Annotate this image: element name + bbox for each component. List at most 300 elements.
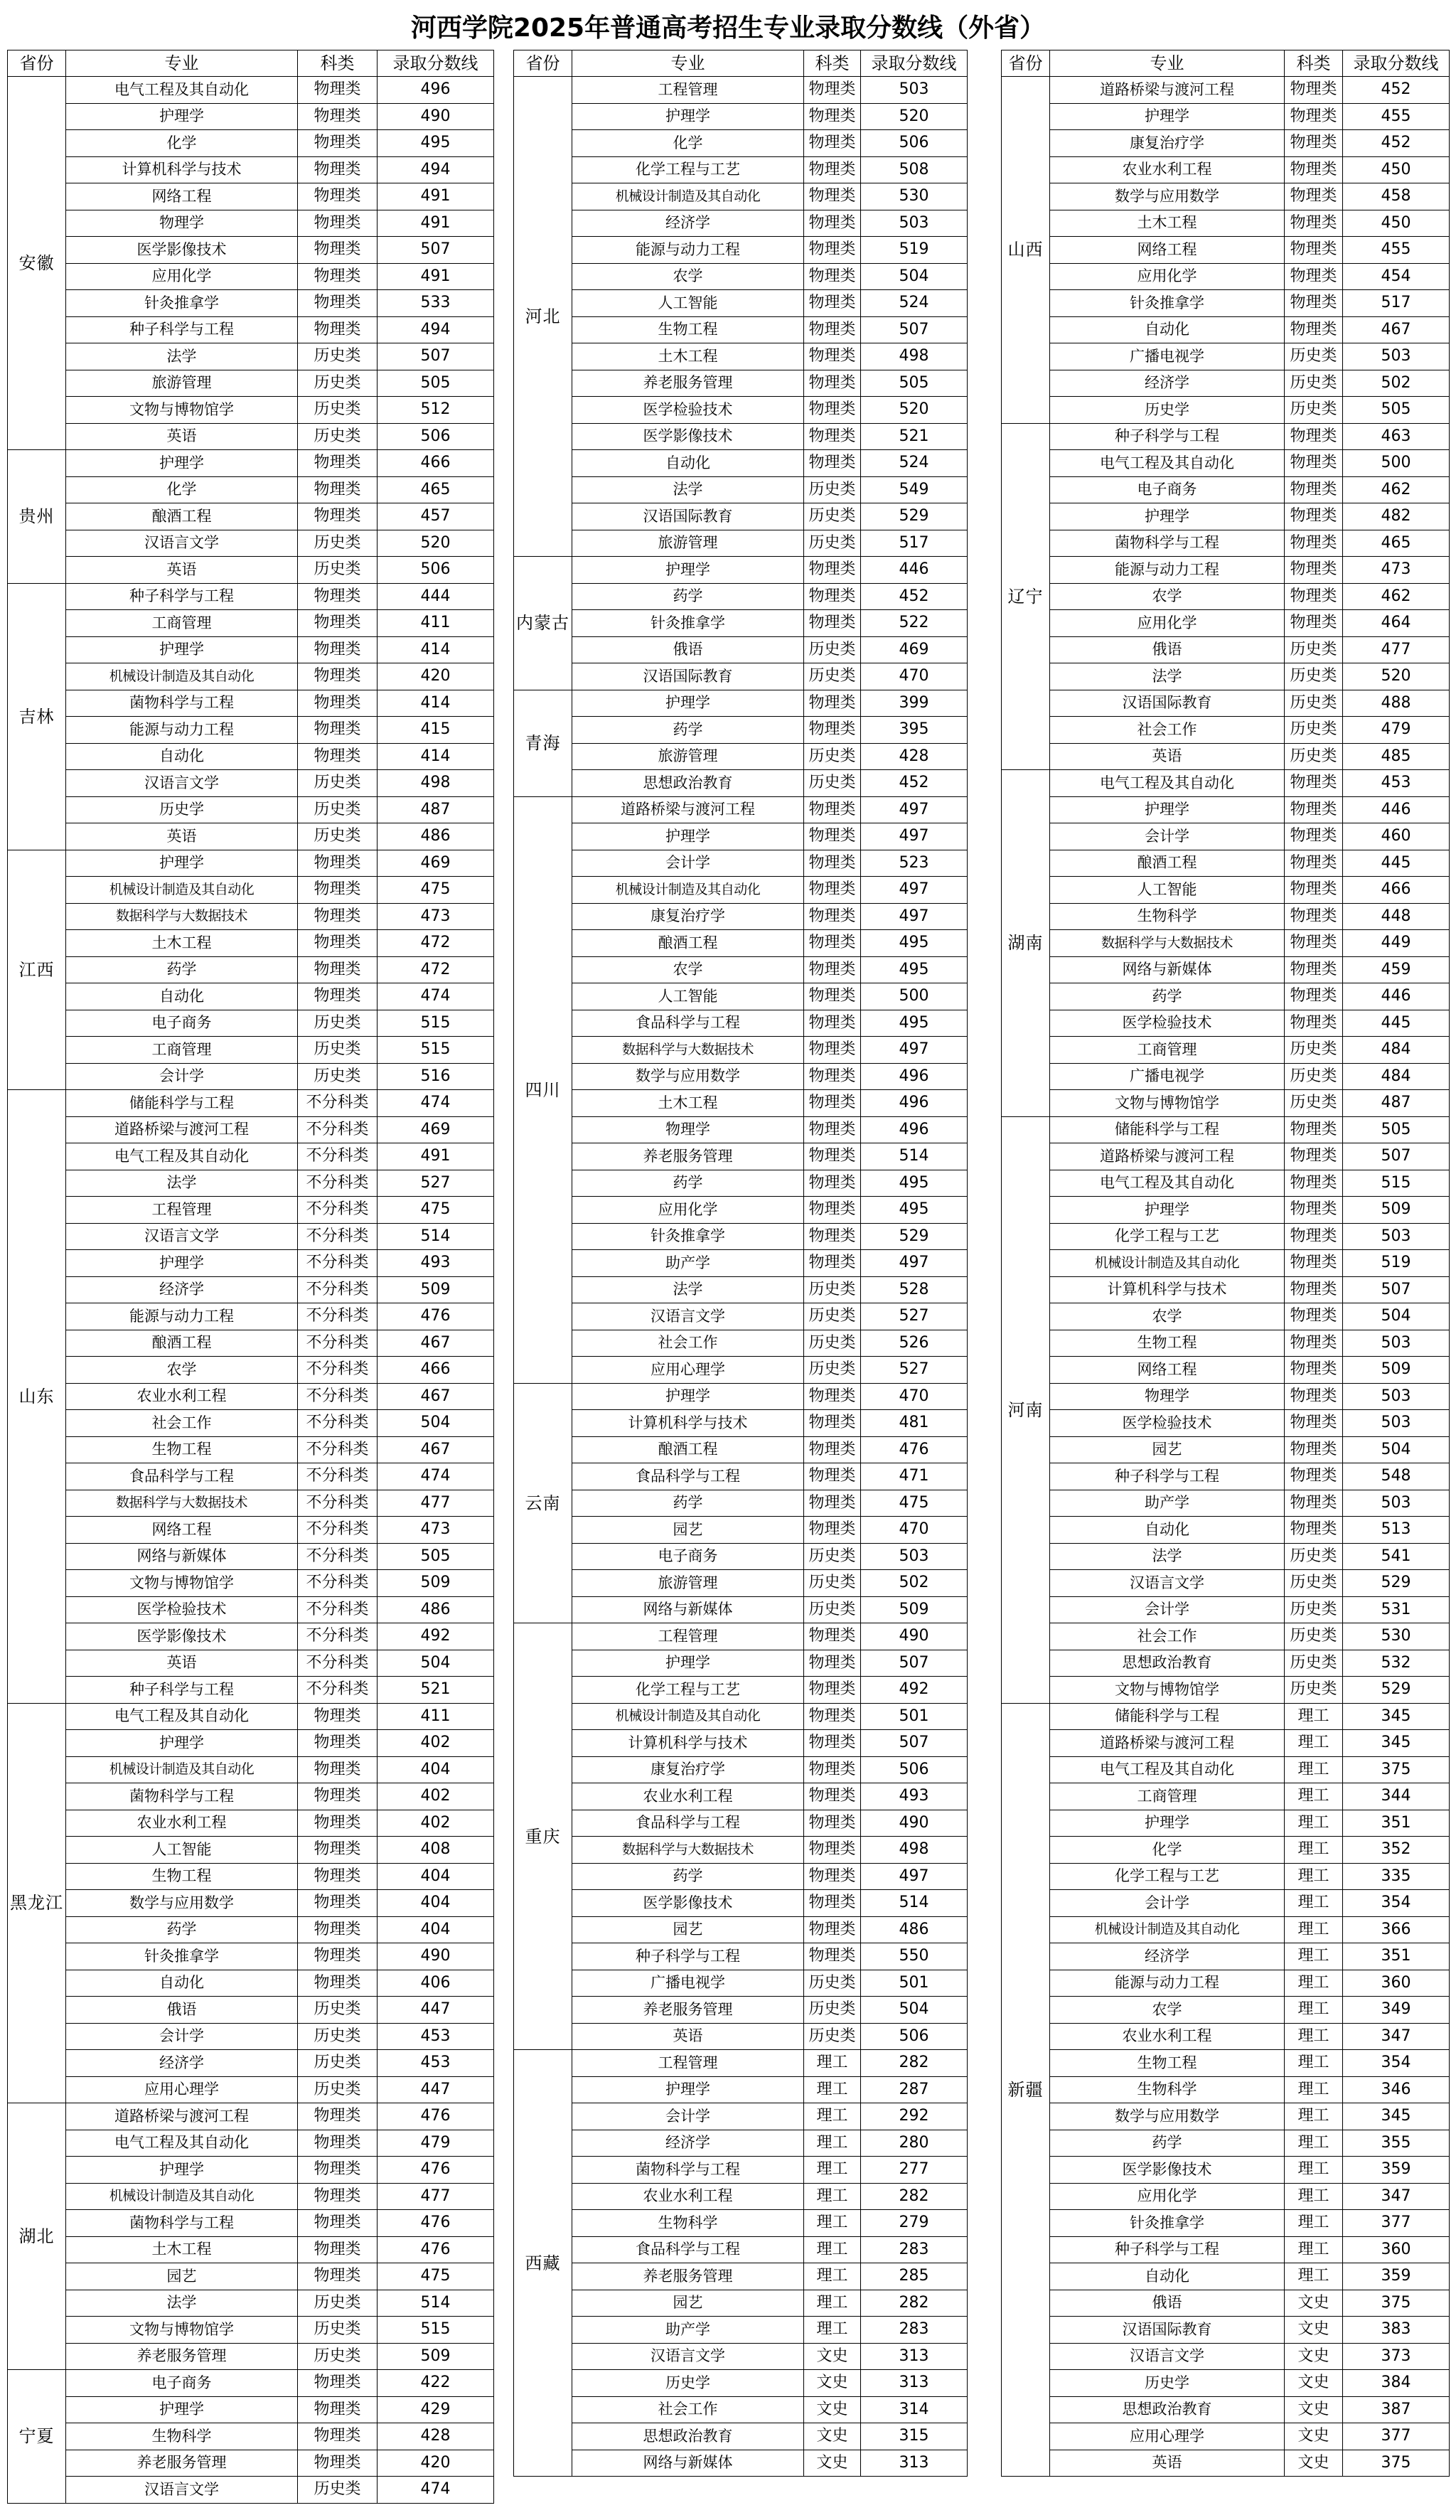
category-cell: 物理类 [804, 290, 861, 317]
category-cell: 历史类 [1285, 636, 1343, 663]
table-row [514, 1596, 968, 1623]
major-cell: 食品科学与工程 [572, 2236, 804, 2263]
score-cell: 444 [378, 583, 494, 610]
major-cell: 养老服务管理 [572, 1997, 804, 2024]
major-cell: 机械设计制造及其自动化 [66, 1756, 298, 1783]
major-cell: 护理学 [66, 2396, 298, 2423]
major-cell: 汉语言文学 [66, 530, 298, 557]
table-row [1002, 2423, 1450, 2450]
table-row [514, 77, 968, 104]
major-cell: 针灸推拿学 [572, 1223, 804, 1250]
table-row [1002, 1730, 1450, 1757]
category-cell: 物理类 [1285, 530, 1343, 557]
major-cell: 医学影像技术 [572, 1890, 804, 1917]
category-cell: 理工 [804, 2210, 861, 2237]
table-row [514, 2157, 968, 2184]
score-cell: 415 [378, 717, 494, 744]
major-cell: 护理学 [66, 103, 298, 130]
table-row [8, 1916, 494, 1943]
table-row [8, 1170, 494, 1197]
score-cell: 491 [378, 183, 494, 210]
table-row [1002, 530, 1450, 557]
table-row [8, 850, 494, 877]
table-row [8, 1197, 494, 1224]
table-row [514, 1197, 968, 1224]
category-cell: 物理类 [804, 1037, 861, 1064]
score-cell: 354 [1343, 1890, 1450, 1917]
major-cell: 网络工程 [1050, 237, 1285, 264]
category-cell: 物理类 [804, 183, 861, 210]
category-cell: 物理类 [1285, 610, 1343, 637]
category-cell: 历史类 [1285, 1090, 1343, 1117]
category-cell: 物理类 [1285, 1223, 1343, 1250]
table-row [514, 823, 968, 850]
score-cell: 450 [1343, 156, 1450, 183]
major-cell: 菌物科学与工程 [66, 2210, 298, 2237]
table-row [514, 2236, 968, 2263]
table-row [1002, 850, 1450, 877]
major-cell: 医学检验技术 [1050, 1410, 1285, 1437]
category-cell: 物理类 [298, 2210, 378, 2237]
table-row [514, 2343, 968, 2370]
category-cell: 文史 [1285, 2290, 1343, 2317]
major-cell: 汉语言文学 [66, 2477, 298, 2504]
score-cell: 500 [861, 983, 968, 1010]
table-row [8, 983, 494, 1010]
category-cell: 历史类 [1285, 370, 1343, 397]
table-row [8, 2050, 494, 2077]
category-cell: 物理类 [298, 2236, 378, 2263]
category-cell: 历史类 [1285, 397, 1343, 424]
table-row [1002, 370, 1450, 397]
major-cell: 网络与新媒体 [1050, 956, 1285, 983]
score-cell: 531 [1343, 1596, 1450, 1623]
major-cell: 化学工程与工艺 [572, 1677, 804, 1704]
major-cell: 土木工程 [1050, 210, 1285, 237]
category-cell: 文史 [1285, 2396, 1343, 2423]
score-cell: 516 [378, 1063, 494, 1090]
score-cell: 458 [1343, 183, 1450, 210]
score-cell: 414 [378, 636, 494, 663]
category-cell: 不分科类 [298, 1357, 378, 1384]
major-cell: 储能科学与工程 [1050, 1116, 1285, 1143]
category-cell: 不分科类 [298, 1223, 378, 1250]
table-row [514, 503, 968, 530]
score-cell: 504 [378, 1410, 494, 1437]
major-cell: 经济学 [1050, 1943, 1285, 1970]
table-row [1002, 397, 1450, 424]
major-cell: 计算机科学与技术 [572, 1410, 804, 1437]
category-cell: 物理类 [1285, 210, 1343, 237]
score-cell: 490 [378, 1943, 494, 1970]
major-cell: 文物与博物馆学 [66, 2317, 298, 2344]
major-cell: 能源与动力工程 [1050, 1970, 1285, 1997]
score-cell: 490 [861, 1810, 968, 1837]
category-cell: 理工 [1285, 2236, 1343, 2263]
major-cell: 电子商务 [66, 2370, 298, 2397]
category-cell: 历史类 [804, 503, 861, 530]
category-cell: 物理类 [1285, 1436, 1343, 1463]
major-cell: 汉语国际教育 [1050, 2317, 1285, 2344]
major-cell: 文物与博物馆学 [1050, 1677, 1285, 1704]
table-row [514, 1623, 968, 1650]
table-row [8, 1436, 494, 1463]
category-cell: 历史类 [804, 636, 861, 663]
category-cell: 物理类 [298, 2370, 378, 2397]
table-row [1002, 1490, 1450, 1517]
category-cell: 不分科类 [298, 1197, 378, 1224]
score-cell: 523 [861, 850, 968, 877]
major-cell: 农学 [1050, 1997, 1285, 2024]
table-row [514, 423, 968, 450]
table-row [1002, 583, 1450, 610]
category-cell: 理工 [1285, 2157, 1343, 2184]
category-cell: 物理类 [1285, 1010, 1343, 1037]
score-cell: 351 [1343, 1943, 1450, 1970]
table-row [1002, 2076, 1450, 2103]
score-cell: 467 [378, 1436, 494, 1463]
table-row [514, 1970, 968, 1997]
major-cell: 思想政治教育 [572, 770, 804, 797]
score-cell: 455 [1343, 103, 1450, 130]
major-cell: 计算机科学与技术 [572, 1730, 804, 1757]
category-cell: 历史类 [298, 823, 378, 850]
category-cell: 物理类 [804, 610, 861, 637]
province-cell: 贵州 [8, 450, 66, 584]
category-cell: 理工 [804, 2157, 861, 2184]
category-cell: 历史类 [298, 2343, 378, 2370]
table-row [8, 2343, 494, 2370]
major-cell: 数学与应用数学 [1050, 2103, 1285, 2130]
score-cell: 519 [1343, 1250, 1450, 1277]
category-cell: 物理类 [1285, 503, 1343, 530]
major-cell: 数据科学与大数据技术 [66, 1490, 298, 1517]
score-cell: 529 [1343, 1677, 1450, 1704]
major-cell: 经济学 [66, 1276, 298, 1303]
major-cell: 应用心理学 [572, 1357, 804, 1384]
table-row [514, 2290, 968, 2317]
table-row [8, 636, 494, 663]
table-row [1002, 1436, 1450, 1463]
score-table-middle [513, 50, 968, 2477]
category-cell: 物理类 [804, 103, 861, 130]
province-cell: 重庆 [514, 1623, 572, 2050]
score-cell: 486 [861, 1916, 968, 1943]
major-cell: 护理学 [66, 450, 298, 477]
major-cell: 计算机科学与技术 [66, 156, 298, 183]
table-row [514, 956, 968, 983]
major-cell: 应用心理学 [1050, 2423, 1285, 2450]
major-cell: 酿酒工程 [1050, 850, 1285, 877]
category-cell: 理工 [804, 2290, 861, 2317]
table-row [8, 1730, 494, 1757]
major-cell: 自动化 [572, 450, 804, 477]
table-row [1002, 1997, 1450, 2024]
score-cell: 373 [1343, 2343, 1450, 2370]
major-cell: 工商管理 [66, 1037, 298, 1064]
table-row [8, 903, 494, 930]
table-row [1002, 1810, 1450, 1837]
table-row [1002, 1943, 1450, 1970]
table-row [1002, 2023, 1450, 2050]
table-row [1002, 1143, 1450, 1170]
category-cell: 物理类 [1285, 450, 1343, 477]
score-cell: 509 [378, 2343, 494, 2370]
major-cell: 英语 [66, 423, 298, 450]
category-cell: 物理类 [298, 450, 378, 477]
header-score: 录取分数线 [378, 50, 494, 77]
major-cell: 道路桥梁与渡河工程 [1050, 77, 1285, 104]
category-cell: 历史类 [804, 1303, 861, 1330]
major-cell: 化学 [572, 130, 804, 157]
category-cell: 文史 [804, 2423, 861, 2450]
category-cell: 物理类 [298, 717, 378, 744]
score-cell: 491 [378, 210, 494, 237]
score-cell: 514 [378, 1223, 494, 1250]
category-cell: 物理类 [1285, 1143, 1343, 1170]
major-cell: 英语 [66, 557, 298, 584]
category-cell: 物理类 [1285, 823, 1343, 850]
table-row [514, 2423, 968, 2450]
table-row [8, 583, 494, 610]
province-cell: 内蒙古 [514, 557, 572, 690]
major-cell: 旅游管理 [66, 370, 298, 397]
table-row [514, 1943, 968, 1970]
major-cell: 网络工程 [1050, 1357, 1285, 1384]
major-cell: 护理学 [66, 1730, 298, 1757]
major-cell: 自动化 [66, 1970, 298, 1997]
table-row [8, 1650, 494, 1677]
score-cell: 503 [861, 77, 968, 104]
score-cell: 469 [378, 850, 494, 877]
score-cell: 500 [1343, 450, 1450, 477]
major-cell: 电气工程及其自动化 [66, 1143, 298, 1170]
category-cell: 理工 [1285, 1837, 1343, 1864]
major-cell: 应用化学 [1050, 610, 1285, 637]
score-cell: 520 [1343, 663, 1450, 690]
major-cell: 生物工程 [66, 1436, 298, 1463]
score-cell: 484 [1343, 1037, 1450, 1064]
table-row [514, 183, 968, 210]
category-cell: 物理类 [804, 1943, 861, 1970]
major-cell: 机械设计制造及其自动化 [572, 1703, 804, 1730]
category-cell: 物理类 [1285, 156, 1343, 183]
category-cell: 物理类 [804, 1783, 861, 1810]
score-cell: 530 [1343, 1623, 1450, 1650]
score-cell: 507 [1343, 1143, 1450, 1170]
table-row [8, 2023, 494, 2050]
category-cell: 历史类 [298, 1010, 378, 1037]
table-row [1002, 1276, 1450, 1303]
score-cell: 280 [861, 2130, 968, 2157]
score-cell: 476 [378, 2157, 494, 2184]
category-cell: 历史类 [298, 770, 378, 797]
table-row [8, 343, 494, 370]
table-row [1002, 503, 1450, 530]
score-cell: 354 [1343, 2050, 1450, 2077]
major-cell: 土木工程 [572, 343, 804, 370]
score-cell: 496 [378, 77, 494, 104]
category-cell: 物理类 [804, 1703, 861, 1730]
category-cell: 文史 [1285, 2423, 1343, 2450]
header-category: 科类 [298, 50, 378, 77]
category-cell: 文史 [804, 2370, 861, 2397]
category-cell: 历史类 [804, 1357, 861, 1384]
score-cell: 404 [378, 1863, 494, 1890]
category-cell: 历史类 [804, 1970, 861, 1997]
table-row [514, 397, 968, 424]
category-cell: 物理类 [298, 610, 378, 637]
table-row [8, 796, 494, 823]
score-cell: 466 [1343, 877, 1450, 904]
table-row [1002, 1837, 1450, 1864]
table-row [8, 2183, 494, 2210]
table-row [514, 343, 968, 370]
category-cell: 物理类 [298, 130, 378, 157]
major-cell: 工商管理 [1050, 1783, 1285, 1810]
major-cell: 能源与动力工程 [66, 717, 298, 744]
table-row [1002, 930, 1450, 957]
major-cell: 生物工程 [66, 1863, 298, 1890]
major-cell: 法学 [572, 1276, 804, 1303]
category-cell: 物理类 [804, 1063, 861, 1090]
table-row [1002, 2263, 1450, 2290]
category-cell: 物理类 [298, 850, 378, 877]
category-cell: 物理类 [804, 1170, 861, 1197]
category-cell: 不分科类 [298, 1436, 378, 1463]
score-cell: 509 [1343, 1197, 1450, 1224]
score-cell: 503 [861, 210, 968, 237]
category-cell: 历史类 [804, 770, 861, 797]
table-row [514, 663, 968, 690]
category-cell: 物理类 [1285, 903, 1343, 930]
score-cell: 494 [378, 316, 494, 343]
table-row [8, 2103, 494, 2130]
table-row [8, 1010, 494, 1037]
major-cell: 护理学 [1050, 1810, 1285, 1837]
score-cell: 429 [378, 2396, 494, 2423]
table-row [8, 956, 494, 983]
table-row [1002, 2236, 1450, 2263]
category-cell: 历史类 [804, 743, 861, 770]
major-cell: 食品科学与工程 [572, 1463, 804, 1490]
table-row [1002, 877, 1450, 904]
score-cell: 513 [1343, 1517, 1450, 1544]
major-cell: 化学工程与工艺 [1050, 1863, 1285, 1890]
table-row [8, 2236, 494, 2263]
score-cell: 476 [861, 1436, 968, 1463]
table-row [1002, 770, 1450, 797]
table-row [514, 2183, 968, 2210]
major-cell: 自动化 [1050, 316, 1285, 343]
major-cell: 汉语言文学 [1050, 1570, 1285, 1597]
score-cell: 470 [861, 1383, 968, 1410]
major-cell: 土木工程 [66, 2236, 298, 2263]
major-cell: 农学 [572, 956, 804, 983]
score-cell: 452 [861, 770, 968, 797]
score-cell: 492 [378, 1623, 494, 1650]
category-cell: 物理类 [298, 316, 378, 343]
table-row [514, 903, 968, 930]
table-row [8, 743, 494, 770]
major-cell: 物理学 [572, 1116, 804, 1143]
category-cell: 物理类 [298, 1703, 378, 1730]
major-cell: 电气工程及其自动化 [66, 77, 298, 104]
major-cell: 药学 [572, 583, 804, 610]
major-cell: 应用化学 [572, 1197, 804, 1224]
major-cell: 菌物科学与工程 [66, 1783, 298, 1810]
table-row [1002, 77, 1450, 104]
score-cell: 411 [378, 1703, 494, 1730]
major-cell: 药学 [1050, 983, 1285, 1010]
table-row [514, 2050, 968, 2077]
score-cell: 506 [861, 1756, 968, 1783]
category-cell: 历史类 [298, 1037, 378, 1064]
table-row [8, 397, 494, 424]
category-cell: 物理类 [298, 636, 378, 663]
table-row [514, 1063, 968, 1090]
table-row [8, 2290, 494, 2317]
table-row [1002, 2370, 1450, 2397]
major-cell: 电子商务 [572, 1543, 804, 1570]
score-cell: 497 [861, 903, 968, 930]
score-cell: 375 [1343, 1756, 1450, 1783]
major-cell: 物理学 [1050, 1383, 1285, 1410]
category-cell: 历史类 [804, 476, 861, 503]
score-cell: 384 [1343, 2370, 1450, 2397]
score-cell: 503 [1343, 1330, 1450, 1357]
score-cell: 446 [1343, 983, 1450, 1010]
province-cell: 宁夏 [8, 2370, 66, 2504]
category-cell: 理工 [804, 2263, 861, 2290]
category-cell: 物理类 [298, 1890, 378, 1917]
table-row [514, 1703, 968, 1730]
major-cell: 生物科学 [66, 2423, 298, 2450]
major-cell: 护理学 [66, 2157, 298, 2184]
category-cell: 物理类 [298, 77, 378, 104]
score-cell: 475 [378, 1197, 494, 1224]
category-cell: 历史类 [298, 2023, 378, 2050]
table-row [1002, 2290, 1450, 2317]
table-row [1002, 1677, 1450, 1704]
major-cell: 药学 [66, 956, 298, 983]
score-cell: 395 [861, 717, 968, 744]
table-row [1002, 2130, 1450, 2157]
major-cell: 园艺 [66, 2263, 298, 2290]
table-row [8, 263, 494, 290]
table-row [8, 1143, 494, 1170]
table-row [8, 130, 494, 157]
score-cell: 514 [861, 1143, 968, 1170]
category-cell: 历史类 [804, 1330, 861, 1357]
score-cell: 497 [861, 1037, 968, 1064]
score-cell: 375 [1343, 2450, 1450, 2477]
major-cell: 计算机科学与技术 [1050, 1276, 1285, 1303]
table-row [514, 2370, 968, 2397]
category-cell: 物理类 [804, 1197, 861, 1224]
category-cell: 物理类 [804, 397, 861, 424]
score-table-left [7, 50, 494, 2504]
table-row [8, 1037, 494, 1064]
table-row [514, 690, 968, 717]
score-cell: 347 [1343, 2183, 1450, 2210]
page-title: 河西学院2025年普通高考招生专业录取分数线（外省） [410, 14, 1046, 43]
score-cell: 514 [378, 2290, 494, 2317]
major-cell: 法学 [1050, 663, 1285, 690]
category-cell: 历史类 [804, 1596, 861, 1623]
major-cell: 种子科学与工程 [66, 583, 298, 610]
major-cell: 生物工程 [572, 316, 804, 343]
